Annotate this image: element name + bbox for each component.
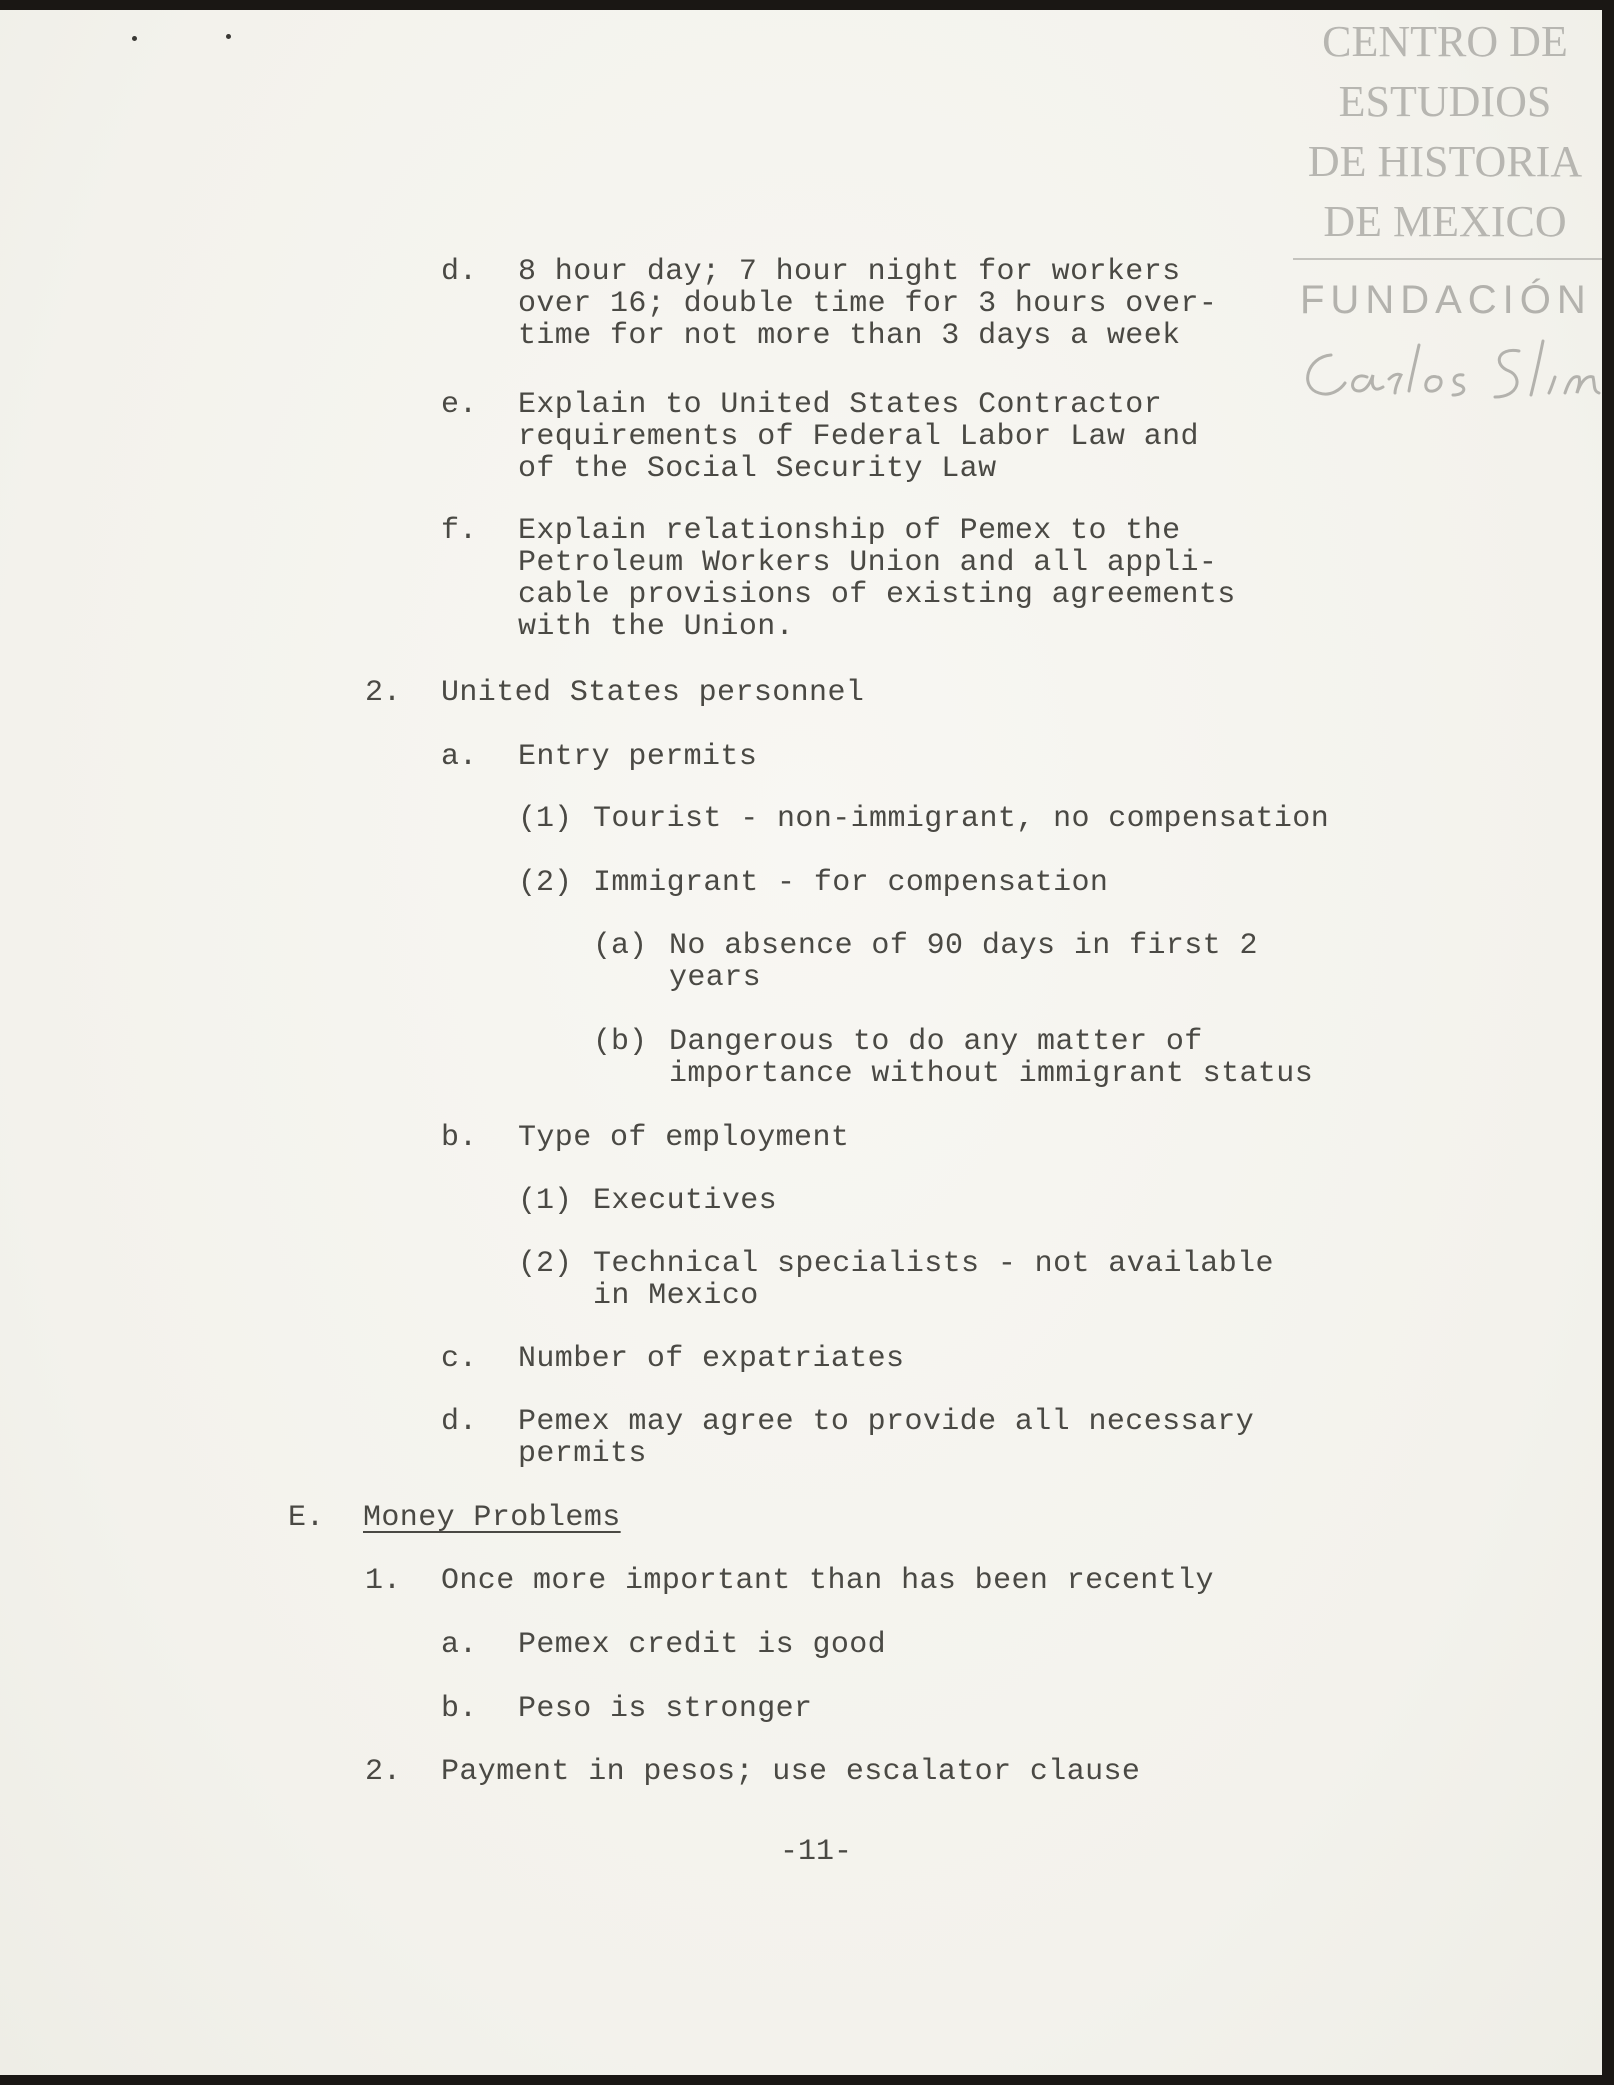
watermark-divider — [1293, 258, 1602, 260]
stray-dot — [226, 34, 231, 39]
item-marker: a. — [441, 740, 478, 774]
item-text-line: Entry permits — [518, 740, 758, 774]
item-text-line: of the Social Security Law — [518, 452, 997, 486]
item-text-line: requirements of Federal Labor Law and — [518, 420, 1199, 454]
document-page — [0, 10, 1602, 2075]
item-marker: (a) — [593, 929, 648, 963]
watermark-fundacion: FUNDACIÓN — [1300, 278, 1592, 322]
item-text-line: Pemex may agree to provide all necessary — [518, 1405, 1255, 1439]
item-marker: 1. — [365, 1564, 402, 1598]
section-heading: Money Problems — [363, 1501, 621, 1535]
item-text-line: Tourist - non-immigrant, no compensation — [593, 802, 1330, 836]
item-marker: f. — [441, 514, 478, 548]
item-text-line: in Mexico — [593, 1279, 759, 1313]
item-marker: (2) — [518, 866, 573, 900]
item-text-line: Type of employment — [518, 1121, 850, 1155]
item-text-line: Explain to United States Contractor — [518, 388, 1163, 422]
item-marker: d. — [441, 1405, 478, 1439]
item-marker: (b) — [593, 1025, 648, 1059]
item-text-line: with the Union. — [518, 610, 795, 644]
item-marker: (2) — [518, 1247, 573, 1281]
item-marker: d. — [441, 255, 478, 289]
item-text-line: Explain relationship of Pemex to the — [518, 514, 1181, 548]
watermark-line: DE MEXICO — [1323, 197, 1567, 246]
item-text-line: time for not more than 3 days a week — [518, 319, 1181, 353]
page-number: -11- — [780, 1835, 853, 1869]
item-marker: b. — [441, 1121, 478, 1155]
item-text-line: Petroleum Workers Union and all appli- — [518, 546, 1218, 580]
item-marker: 2. — [365, 1755, 402, 1789]
item-marker: (1) — [518, 802, 573, 836]
item-marker: c. — [441, 1342, 478, 1376]
signature-logo — [1297, 335, 1607, 405]
watermark-line: CENTRO DE — [1322, 17, 1568, 66]
item-text-line: permits — [518, 1437, 647, 1471]
item-text-line: 8 hour day; 7 hour night for workers — [518, 255, 1181, 289]
item-marker: (1) — [518, 1184, 573, 1218]
watermark-line: DE HISTORIA — [1307, 137, 1583, 186]
item-text-line: Once more important than has been recently — [441, 1564, 1214, 1598]
item-marker: a. — [441, 1628, 478, 1662]
item-text-line: No absence of 90 days in first 2 — [669, 929, 1258, 963]
stray-dot — [132, 36, 137, 41]
item-text-line: cable provisions of existing agreements — [518, 578, 1236, 612]
section-marker: E. — [288, 1501, 325, 1535]
item-text-line: Payment in pesos; use escalator clause — [441, 1755, 1141, 1789]
item-marker: b. — [441, 1692, 478, 1726]
watermark-line: ESTUDIOS — [1338, 77, 1552, 126]
item-text-line: Number of expatriates — [518, 1342, 905, 1376]
item-text-line: over 16; double time for 3 hours over- — [518, 287, 1218, 321]
item-text-line: importance without immigrant status — [669, 1057, 1314, 1091]
item-marker: e. — [441, 388, 478, 422]
item-text-line: Pemex credit is good — [518, 1628, 887, 1662]
item-text-line: Peso is stronger — [518, 1692, 813, 1726]
item-text-line: Technical specialists - not available — [593, 1247, 1274, 1281]
item-text-line: Executives — [593, 1184, 778, 1218]
item-text-line: Dangerous to do any matter of — [669, 1025, 1203, 1059]
section-heading: United States personnel — [441, 676, 865, 710]
item-text-line: years — [669, 961, 762, 995]
section-marker: 2. — [365, 676, 402, 710]
item-text-line: Immigrant - for compensation — [593, 866, 1109, 900]
